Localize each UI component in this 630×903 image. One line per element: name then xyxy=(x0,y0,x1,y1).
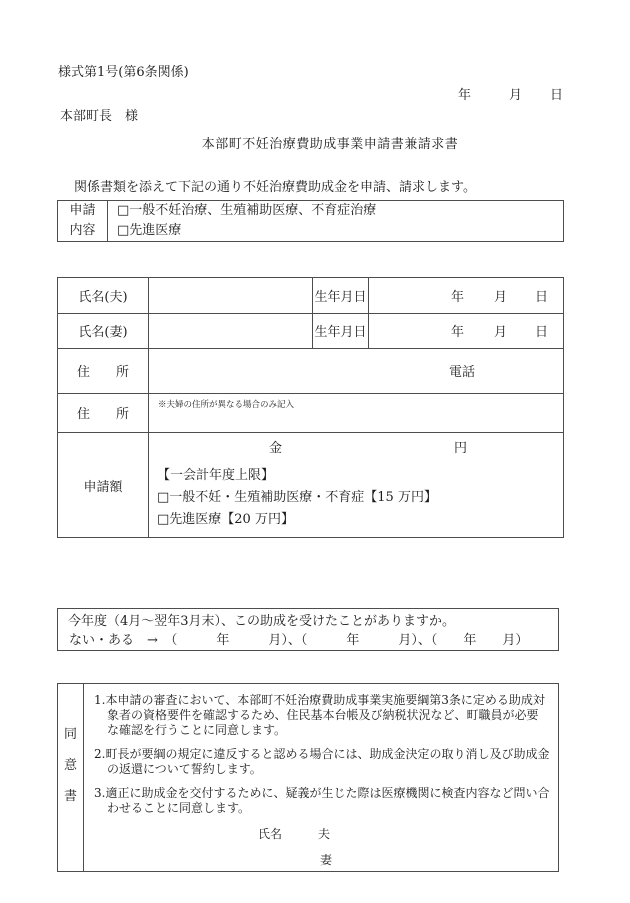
consent-item-2: 2.町長が要綱の規定に違反すると認める場合には、助成金決定の取り消し及び助成金の返還について誓約します。 xyxy=(94,747,550,776)
application-type-label-line2: 内容 xyxy=(69,223,96,238)
application-type-label xyxy=(58,201,108,241)
husband-name-label: 氏名(夫) xyxy=(58,278,149,313)
amount-limit-heading: 【一会計年度上限】 xyxy=(157,468,275,483)
day-label: 日 xyxy=(535,289,549,305)
signature-wife-label: 妻 xyxy=(320,853,333,867)
amount-kin-label: 金 xyxy=(269,441,283,456)
application-type-label-line1: 申請 xyxy=(69,203,96,218)
month-label: 月 xyxy=(494,325,508,341)
address-label: 住 所 xyxy=(58,349,149,392)
husband-birthdate-field[interactable] xyxy=(369,278,563,313)
husband-name-row xyxy=(58,278,563,314)
wife-birthdate-label: 生年月日 xyxy=(313,314,369,349)
applicant-table xyxy=(57,277,564,538)
date-year-label: 年 xyxy=(458,88,472,103)
form-number: 様式第1号(第6条関係) xyxy=(58,65,189,80)
checkbox-advanced-medicine[interactable]: □先進医療 xyxy=(117,223,182,238)
consent-table xyxy=(57,683,559,872)
address2-note: ※夫婦の住所が異なる場合のみ記入 xyxy=(158,399,295,410)
history-box xyxy=(57,608,559,651)
husband-name-field[interactable] xyxy=(149,278,313,313)
wife-birthdate-field[interactable] xyxy=(369,314,563,349)
address-field[interactable] xyxy=(149,349,563,392)
signature-name-label: 氏名 xyxy=(258,827,283,841)
husband-birthdate-label: 生年月日 xyxy=(313,278,369,313)
signature-husband-label: 夫 xyxy=(318,827,331,841)
consent-char-2: 意 xyxy=(63,758,77,773)
wife-name-field[interactable] xyxy=(149,314,313,349)
consent-body xyxy=(84,684,558,871)
amount-field xyxy=(149,433,563,537)
intro-text: 関係書類を添えて下記の通り不妊治療費助成金を申請、請求します。 xyxy=(74,180,476,195)
page-title: 本部町不妊治療費助成事業申請書兼請求書 xyxy=(201,137,459,152)
address2-label: 住 所 xyxy=(58,394,149,432)
consent-item-1: 1.本申請の審査において、本部町不妊治療費助成事業実施要綱第3条に定める助成対象者の資格要件を確認するため、住民基本台帳及び納税状況など、町職員が必要な確認を行うことに同意します。 xyxy=(94,693,545,737)
address2-field[interactable] xyxy=(149,394,563,432)
consent-char-3: 書 xyxy=(63,789,77,804)
checkbox-general-treatment[interactable]: □一般不妊治療、生殖補助医療、不育症治療 xyxy=(117,203,377,218)
wife-name-row xyxy=(58,314,563,350)
month-label: 月 xyxy=(494,289,508,305)
day-label: 日 xyxy=(535,325,549,341)
address-row xyxy=(58,349,563,393)
consent-char-1: 同 xyxy=(63,727,77,742)
amount-label: 申請額 xyxy=(58,433,149,537)
checkbox-limit-advanced[interactable]: □先進医療【20 万円】 xyxy=(157,512,294,527)
consent-item-3: 3.適正に助成金を交付するために、疑義が生じた際は医療機関に検査内容など問い合わせることに同意します。 xyxy=(94,786,550,815)
application-type-options xyxy=(108,201,563,241)
year-label: 年 xyxy=(451,325,465,341)
checkbox-limit-general[interactable]: □一般不妊・生殖補助医療・不育症【15 万円】 xyxy=(157,490,437,505)
amount-yen-label: 円 xyxy=(454,441,468,456)
date-day-label: 日 xyxy=(550,88,564,103)
consent-vertical-label xyxy=(58,684,84,871)
history-answer-line[interactable]: ない・ある → （ 年 月）、（ 年 月）、（ 年 月） xyxy=(69,633,529,648)
signature-row-wife[interactable] xyxy=(320,853,332,868)
amount-entry-line[interactable] xyxy=(157,437,563,461)
signature-row-husband[interactable] xyxy=(258,827,330,842)
history-question: 今年度（4月～翌年3月末）、この助成を受けたことがありますか。 xyxy=(68,614,456,629)
year-label: 年 xyxy=(451,289,465,305)
wife-name-label: 氏名(妻) xyxy=(58,314,149,349)
date-line xyxy=(458,84,563,103)
application-type-table xyxy=(57,200,564,242)
phone-label: 電話 xyxy=(449,365,476,381)
addressee: 本部町長 様 xyxy=(60,109,139,124)
date-month-label: 月 xyxy=(509,88,523,103)
amount-row xyxy=(58,433,563,537)
address2-row xyxy=(58,394,563,433)
